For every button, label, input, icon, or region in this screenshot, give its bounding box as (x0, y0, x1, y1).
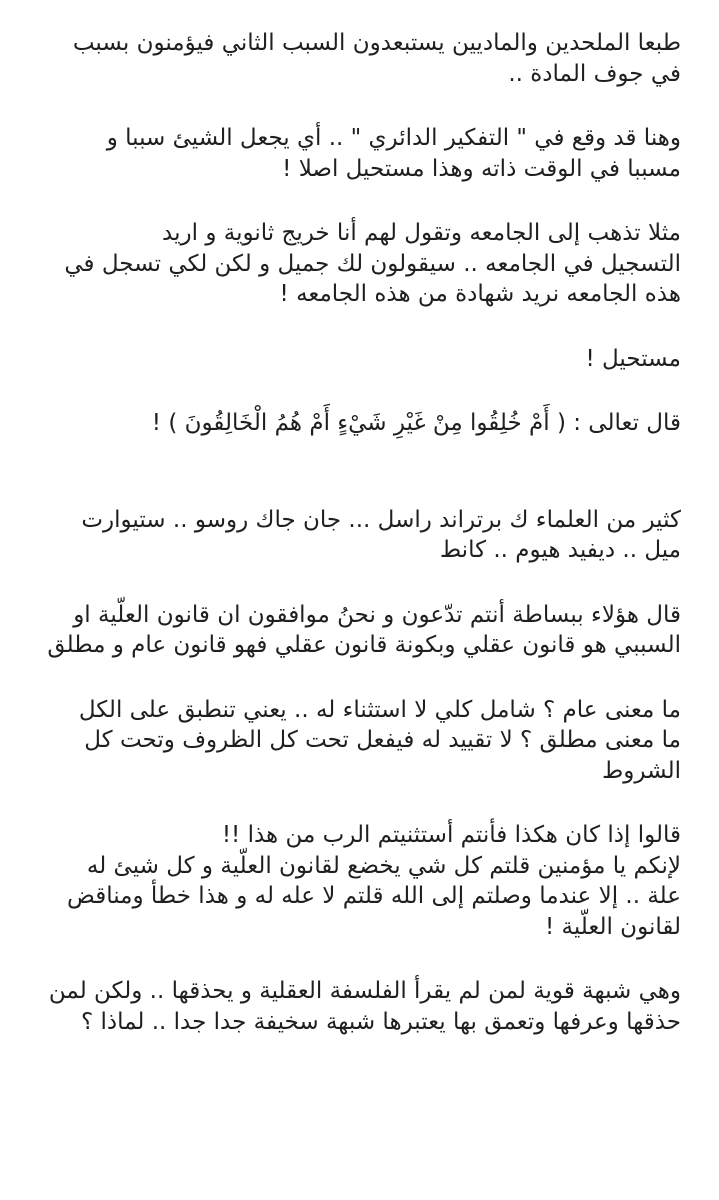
text-line: قال هؤلاء ببساطة أنتم تدّعون و نحنُ موافقون ان قانون العلّية او (73, 601, 681, 628)
text-line: التسجيل في الجامعه .. سيقولون لك جميل و لكن لكي تسجل في (64, 250, 681, 277)
text-line: السببي هو قانون عقلي وبكونة قانون عقلي فهو قانون عام و مطلق (47, 632, 681, 658)
text-line: طبعا الملحدين والماديين يستبعدون السبب الثاني فيؤمنون بسبب (72, 30, 681, 56)
text-line: وهي شبهة قوية لمن لم يقرأ الفلسفة العقلية و يحذقها .. ولكن لمن (48, 978, 681, 1004)
paragraph-circular-thinking (32, 123, 681, 184)
text-line: حذقها وعرفها وتعمق بها يعتبرها شبهة سخيفة جدا جدا .. لماذا ؟ (80, 1008, 681, 1035)
paragraph-weak-doubt (32, 976, 681, 1037)
paragraph-materialists-cause (32, 28, 681, 89)
text-line: في جوف المادة .. (508, 60, 681, 87)
paragraph-objection (32, 820, 681, 942)
text-line: علة .. إلا عندما وصلتم إلى الله قلتم لا عله له و هذا خطأ ومناقض (67, 883, 681, 909)
paragraph-impossible (32, 344, 681, 375)
paragraph-causality-law (32, 600, 681, 661)
text-line: مسببا في الوقت ذاته وهذا مستحيل اصلا ! (282, 155, 681, 182)
paragraph-scholars (32, 505, 681, 566)
text-line: ميل .. ديفيد هيوم .. كانط (439, 537, 681, 563)
text-line: مثلا تذهب إلى الجامعه وتقول لهم أنا خريج ثانوية و اريد (162, 220, 681, 246)
text-line: ما معنى مطلق ؟ لا تقييد له فيفعل تحت كل الظروف وتحت كل (84, 727, 681, 753)
text-line: قالوا إذا كان هكذا فأنتم أستثنيتم الرب من هذا !! (221, 822, 681, 848)
paragraph-quran-verse (32, 408, 681, 439)
text-line: وهنا قد وقع في " التفكير الدائري " .. أي يجعل الشيئ سببا و (106, 125, 681, 151)
text-line: الشروط (602, 757, 681, 784)
text-line: لقانون العلّية ! (544, 913, 681, 940)
text-line: لإنكم يا مؤمنين قلتم كل شي يخضع لقانون العلّية و كل شيئ له (86, 852, 681, 879)
paragraph-university-example (32, 218, 681, 310)
text-line: ما معنى عام ؟ شامل كلي لا استثناء له .. يعني تنطبق على الكل (78, 696, 681, 723)
text-line: قال تعالى : ( أَمْ خُلِقُوا مِنْ غَيْرِ شَيْءٍ أَمْ هُمُ الْخَالِقُونَ ) ! (151, 410, 681, 436)
text-line: كثير من العلماء ك برتراند راسل ... جان جاك روسو .. ستيوارت (81, 506, 681, 533)
text-line: هذه الجامعه نريد شهادة من هذه الجامعه ! (279, 281, 681, 307)
text-line: مستحيل ! (585, 345, 681, 372)
note-text (32, 28, 681, 1037)
paragraph-definitions (32, 695, 681, 787)
